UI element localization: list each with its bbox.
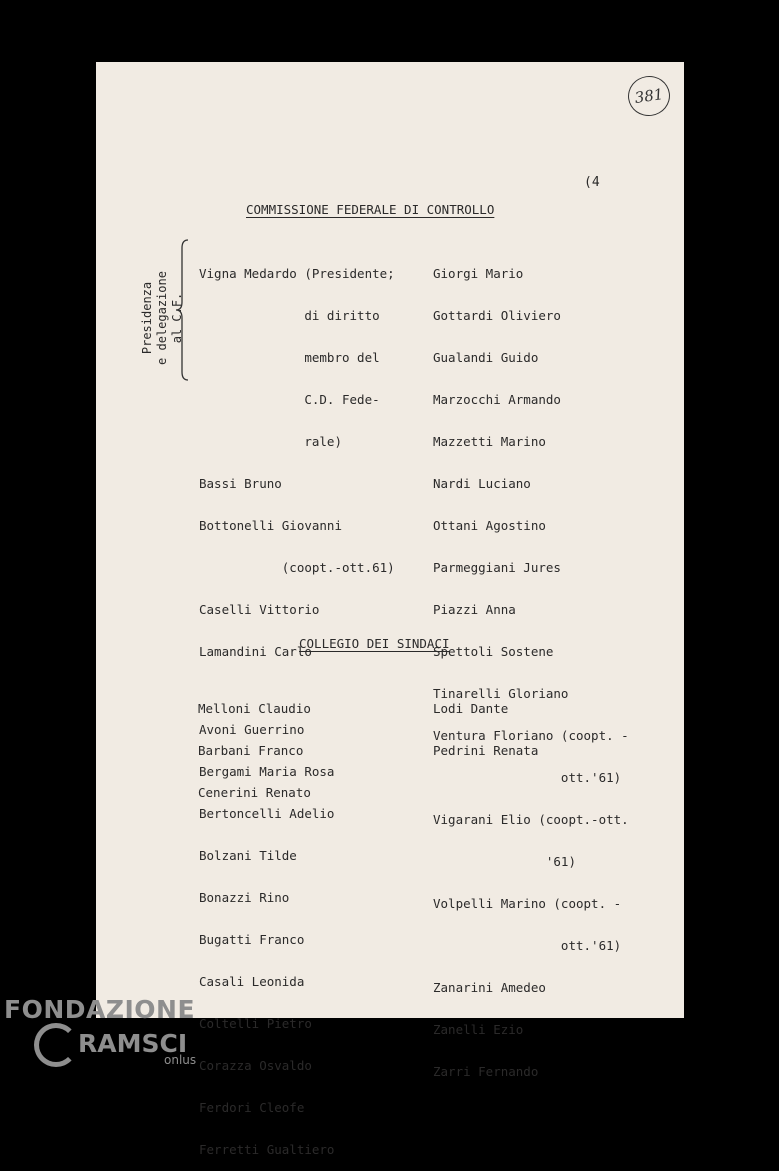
member-name: Parmeggiani Jures (433, 560, 561, 575)
member-name: Ventura Floriano (coopt. - (433, 728, 629, 743)
member-name: di diritto (199, 308, 380, 323)
member-name: Barbani Franco (198, 743, 304, 758)
member-name: Bassi Bruno (199, 476, 282, 491)
collegio-right-column (433, 674, 538, 772)
page-number-stamp: 381 (625, 73, 672, 118)
member-name: (coopt.-ott.61) (199, 560, 395, 575)
member-name: Giorgi Mario (433, 266, 524, 281)
member-name: Caselli Vittorio (199, 602, 320, 617)
member-name: Marzocchi Armando (433, 392, 561, 407)
member-name: Nardi Luciano (433, 476, 531, 491)
member-name: Ferdori Cleofe (199, 1100, 305, 1115)
side-label-line: al C.F. (170, 292, 184, 344)
member-name: Lamandini Carlo (199, 644, 312, 659)
member-name: Vigna Medardo (Presidente; (199, 266, 395, 281)
member-name: ott.'61) (433, 938, 622, 953)
member-name: Ferretti Gualtiero (199, 1142, 335, 1157)
member-name: Mazzetti Marino (433, 434, 546, 449)
member-name: Bonazzi Rino (199, 890, 290, 905)
side-label-line: e delegazione (155, 271, 169, 365)
commissione-right-column (433, 239, 629, 1093)
watermark-line2: RAMSCI (78, 1029, 188, 1058)
member-name: Gottardi Oliviero (433, 308, 561, 323)
member-name: Melloni Claudio (198, 701, 311, 716)
watermark-g-mark (34, 1023, 78, 1067)
member-name: Bertoncelli Adelio (199, 806, 335, 821)
member-name: Bugatti Franco (199, 932, 305, 947)
member-name: Lodi Dante (433, 701, 509, 716)
member-name: Corazza Osvaldo (199, 1058, 312, 1073)
member-name: ott.'61) (433, 770, 622, 785)
member-name: Piazzi Anna (433, 602, 516, 617)
sheet-index: (4 (584, 175, 600, 190)
member-name: Zarri Fernando (433, 1064, 539, 1079)
side-label-line: Presidenza (140, 281, 154, 355)
fondazione-gramsci-watermark (4, 995, 197, 1067)
member-name: Tinarelli Gloriano (433, 686, 569, 701)
member-name: '61) (433, 854, 576, 869)
curly-brace (174, 238, 194, 382)
member-name: Vigarani Elio (coopt.-ott. (433, 812, 629, 827)
section-title-commissione: COMMISSIONE FEDERALE DI CONTROLLO (246, 202, 495, 217)
member-name: rale) (199, 434, 342, 449)
collegio-left-column (198, 674, 311, 814)
member-name: Cenerini Renato (198, 785, 311, 800)
member-name: Bergami Maria Rosa (199, 764, 335, 779)
watermark-line3: onlus (164, 1053, 197, 1067)
member-name: Ottani Agostino (433, 518, 546, 533)
member-name: C.D. Fede- (199, 392, 380, 407)
member-name: Casali Leonida (199, 974, 305, 989)
section-title-collegio: COLLEGIO DEI SINDACI (299, 636, 450, 651)
member-name: Pedrini Renata (433, 743, 539, 758)
member-name: Avoni Guerrino (199, 722, 305, 737)
member-name: Gualandi Guido (433, 350, 539, 365)
watermark-line1: FONDAZIONE (4, 995, 196, 1024)
member-name: Bolzani Tilde (199, 848, 297, 863)
member-name: Coltelli Pietro (199, 1016, 312, 1031)
member-name: Bottonelli Giovanni (199, 518, 342, 533)
member-name: Volpelli Marino (coopt. - (433, 896, 622, 911)
member-name: Spettoli Sostene (433, 644, 554, 659)
member-name: membro del (199, 350, 380, 365)
member-name: Zanelli Ezio (433, 1022, 524, 1037)
member-name: Zanarini Amedeo (433, 980, 546, 995)
